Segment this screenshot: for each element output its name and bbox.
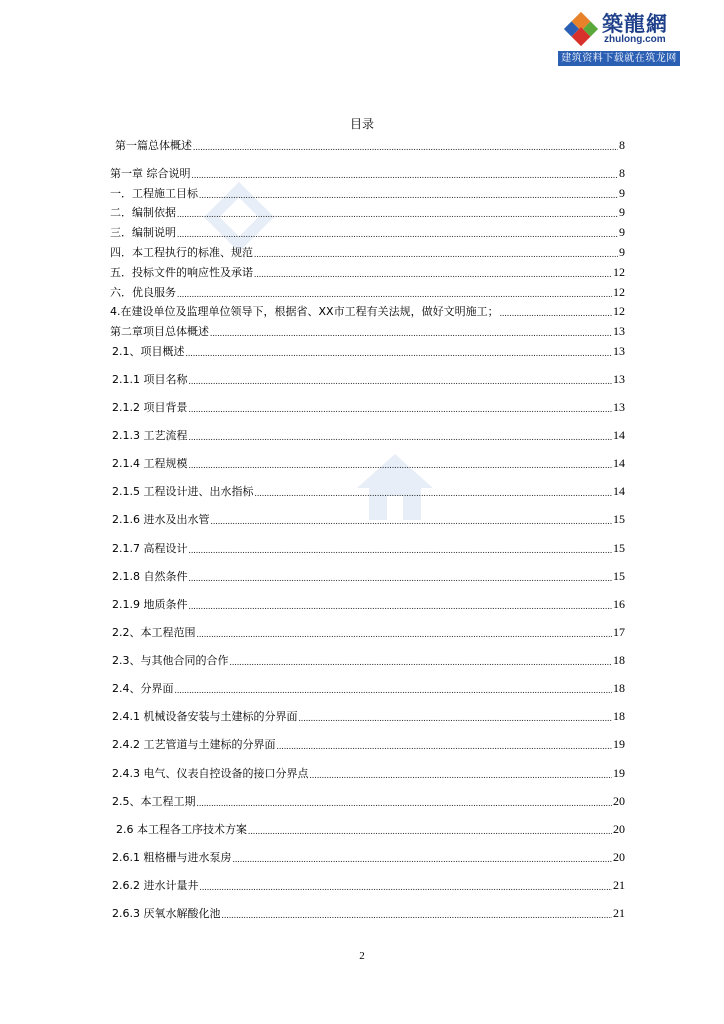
toc-entry[interactable]	[112, 456, 625, 471]
logo-domain: zhulong.com	[604, 34, 666, 45]
toc-entry[interactable]	[112, 625, 625, 640]
toc-entry-page: 18	[613, 709, 625, 723]
toc-leader-dots	[199, 188, 618, 202]
toc-entry-page: 13	[613, 324, 625, 338]
toc-leader-dots	[211, 514, 613, 528]
toc-entry[interactable]	[112, 850, 625, 865]
toc-entry[interactable]	[110, 265, 625, 280]
toc-entry-page: 21	[613, 878, 625, 892]
toc-entry-label: 第一章 综合说明	[110, 167, 191, 180]
toc-entry[interactable]	[112, 878, 625, 893]
page-number: 2	[359, 950, 365, 962]
toc-leader-dots	[192, 168, 619, 182]
toc-entry-page: 8	[619, 166, 625, 180]
toc-entry-label: 2.6.2 进水计量井	[112, 879, 199, 892]
toc-entry-page: 18	[613, 653, 625, 667]
toc-leader-dots	[254, 267, 612, 281]
toc-entry-label: 2.1.9 地质条件	[112, 598, 188, 611]
toc-entry[interactable]	[110, 324, 625, 339]
toc-entry-label: 2.4.2 工艺管道与土建标的分界面	[112, 738, 276, 751]
toc-entry[interactable]	[112, 344, 625, 359]
toc-entry[interactable]	[112, 653, 625, 668]
toc-leader-dots	[200, 880, 613, 894]
toc-leader-dots	[210, 326, 612, 340]
toc-entry-page: 9	[619, 186, 625, 200]
toc-entry-label: 2.1.4 工程规模	[112, 457, 188, 470]
toc-entry-page: 9	[619, 205, 625, 219]
toc-entry-label: 2.1.6 进水及出水管	[112, 513, 210, 526]
toc-entry-page: 13	[613, 372, 625, 386]
toc-entry[interactable]	[112, 681, 625, 696]
toc-leader-dots	[189, 543, 613, 557]
toc-entry-page: 20	[613, 822, 625, 836]
toc-leader-dots	[189, 458, 613, 472]
toc-entry-page: 13	[613, 400, 625, 414]
toc-entry-page: 12	[613, 265, 625, 279]
toc-leader-dots	[309, 768, 612, 782]
toc-entry-label: 2.6 本工程各工序技术方案	[116, 823, 247, 836]
toc-leader-dots	[254, 247, 618, 261]
toc-entry-page: 15	[613, 541, 625, 555]
toc-entry-page: 12	[613, 304, 625, 318]
toc-entry-label: 三．编制说明	[110, 226, 176, 239]
toc-entry[interactable]	[112, 709, 625, 724]
toc-entry-label: 4.在建设单位及监理单位领导下，根据省、XX市工程有关法规，做好文明施工；	[110, 305, 499, 318]
toc-entry-label: 2.6.1 粗格栅与进水泵房	[112, 851, 232, 864]
toc-entry[interactable]	[112, 372, 625, 387]
toc-entry[interactable]	[112, 794, 625, 809]
toc-leader-dots	[189, 599, 613, 613]
toc-leader-dots	[230, 655, 613, 669]
toc-entry[interactable]	[110, 304, 625, 319]
toc-entry[interactable]	[110, 205, 625, 220]
toc-entry-page: 18	[613, 681, 625, 695]
toc-entry[interactable]	[112, 737, 625, 752]
toc-leader-dots	[500, 306, 612, 320]
toc-leader-dots	[193, 140, 618, 154]
toc-entry[interactable]	[112, 766, 625, 781]
toc-leader-dots	[233, 852, 613, 866]
toc-entry-page: 20	[613, 794, 625, 808]
toc-entry[interactable]	[110, 225, 625, 240]
toc-leader-dots	[177, 227, 618, 241]
toc-entry[interactable]	[112, 569, 625, 584]
toc-entry-label: 2.1、项目概述	[112, 345, 185, 358]
toc-entry-label: 2.5、本工程工期	[112, 795, 196, 808]
toc-entry-label: 六．优良服务	[110, 286, 176, 299]
toc-entry-page: 15	[613, 569, 625, 583]
toc-entry-label: 2.4.1 机械设备安装与土建标的分界面	[112, 710, 298, 723]
toc-entry[interactable]	[112, 906, 625, 921]
toc-entry-page: 9	[619, 225, 625, 239]
toc-entry-label: 第二章项目总体概述	[110, 325, 209, 338]
toc-entry-label: 五．投标文件的响应性及承诺	[110, 266, 253, 279]
toc-entry-label: 2.2、本工程范围	[112, 626, 196, 639]
toc-entry-page: 16	[613, 597, 625, 611]
toc-leader-dots	[197, 796, 613, 810]
toc-leader-dots	[248, 824, 612, 838]
toc-entry-label: 2.1.1 项目名称	[112, 373, 188, 386]
toc-entry-page: 8	[619, 138, 625, 152]
toc-leader-dots	[298, 711, 612, 725]
toc-entry[interactable]	[110, 186, 625, 201]
toc-entry-label: 二．编制依据	[110, 206, 176, 219]
toc-title: 目录	[349, 117, 374, 131]
toc-entry-label: 2.1.2 项目背景	[112, 401, 188, 414]
toc-leader-dots	[222, 908, 613, 922]
toc-leader-dots	[189, 374, 613, 388]
toc-entry-label: 2.1.7 高程设计	[112, 542, 188, 555]
toc-entry-label: 2.6.3 厌氧水解酸化池	[112, 907, 221, 920]
toc-entry-label: 2.1.3 工艺流程	[112, 429, 188, 442]
toc-entry-label: 四．本工程执行的标准、规范	[110, 246, 253, 259]
toc-leader-dots	[177, 207, 618, 221]
toc-entry-page: 19	[613, 766, 625, 780]
toc-entry-page: 14	[613, 484, 625, 498]
logo-banner: 建筑资料下载就在筑龙网	[558, 51, 680, 66]
toc-leader-dots	[277, 739, 613, 753]
toc-entry[interactable]	[115, 138, 625, 153]
toc-entry[interactable]	[116, 822, 625, 837]
toc-entry-page: 13	[613, 344, 625, 358]
toc-entry[interactable]	[112, 400, 625, 415]
toc-entry[interactable]	[110, 245, 625, 260]
toc-entry-page: 9	[619, 245, 625, 259]
toc-entry[interactable]	[112, 512, 625, 527]
toc-leader-dots	[189, 402, 613, 416]
toc-entry-page: 15	[613, 512, 625, 526]
toc-entry-label: 2.3、与其他合同的合作	[112, 654, 229, 667]
toc-entry-page: 21	[613, 906, 625, 920]
toc-entry-label: 2.1.8 自然条件	[112, 570, 188, 583]
toc-entry[interactable]	[112, 484, 625, 499]
toc-leader-dots	[197, 627, 613, 641]
toc-entry-page: 14	[613, 428, 625, 442]
toc-leader-dots	[186, 346, 613, 360]
toc-entry[interactable]	[110, 166, 625, 181]
toc-entry-label: 2.4、分界面	[112, 682, 174, 695]
toc-entry[interactable]	[112, 541, 625, 556]
toc-leader-dots	[189, 571, 613, 585]
toc-entry-page: 12	[613, 285, 625, 299]
logo-chinese-name: 築龍網	[602, 11, 668, 36]
toc-entry[interactable]	[112, 597, 625, 612]
toc-leader-dots	[175, 683, 613, 697]
toc-entry-page: 19	[613, 737, 625, 751]
toc-entry-label: 第一篇总体概述	[115, 139, 192, 152]
toc-entry-page: 20	[613, 850, 625, 864]
toc-entry-label: 一．工程施工目标	[110, 187, 198, 200]
toc-entry-label: 2.1.5 工程设计进、出水指标	[112, 485, 254, 498]
toc-leader-dots	[177, 287, 612, 301]
toc-entry-label: 2.4.3 电气、仪表自控设备的接口分界点	[112, 767, 309, 780]
toc-leader-dots	[189, 430, 613, 444]
toc-entry-page: 14	[613, 456, 625, 470]
toc-leader-dots	[255, 486, 613, 500]
toc-entry-page: 17	[613, 625, 625, 639]
toc-entry[interactable]	[110, 285, 625, 300]
toc-entry[interactable]	[112, 428, 625, 443]
